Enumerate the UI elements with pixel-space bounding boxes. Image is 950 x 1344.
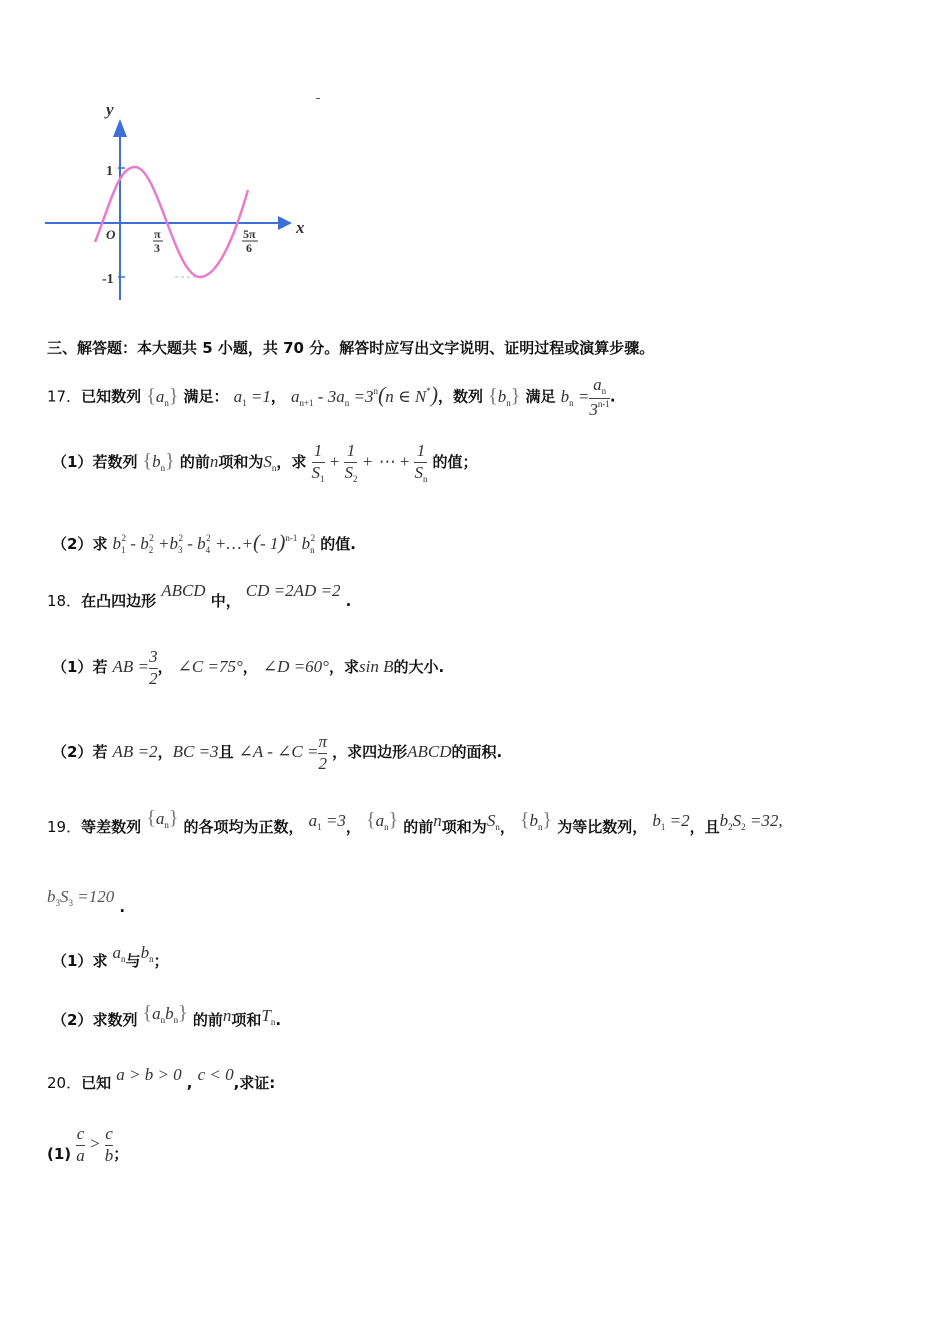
q17-part1: （1）若数列 $\{b_n\}$ 的前n项和为$S_n$，求 $\frac{1}{S_1}$ + $\frac{1}{S_2}$ + ⋯ + $\frac{1}{S_n}$ 的值；: [52, 441, 478, 484]
q19-number: 19．: [47, 818, 82, 836]
q19-stem-cont: $b_3S_3 =120$ .: [47, 887, 126, 916]
formula-recurrence: $a_{n+1} - 3a_n =3^n(n$ ∈ N*): [290, 381, 439, 408]
formula-alt-sum: $b_1^2 - b_2^2 +b_3^2 - b_4^2$ +…+(- 1)$^{n-1}$ $b_n^2$: [112, 530, 316, 555]
q20-part1: (1) $\frac{c}{a}$ > $\frac{c}{b}$ ；: [47, 1124, 129, 1165]
q20-number: 20．: [47, 1074, 82, 1092]
origin-label: O: [106, 227, 116, 242]
q18-part2: （2）若 AB =2，BC =3且 ∠A - ∠C = $\frac{\pi}{2}$ ，求四边形ABCD的面积.: [52, 732, 503, 773]
y-tick-1-label: 1: [106, 164, 113, 179]
y-axis-arrow: [113, 119, 127, 137]
y-tick-m1-label: -1: [102, 272, 114, 287]
x-tick-pi3-den: 3: [154, 241, 160, 255]
x-tick-5pi6-den: 6: [246, 241, 252, 255]
q18-part1: （1）若 AB = $\frac{3}{2}$ ， ∠C =75°， ∠D =60°，求sin B的大小.: [52, 647, 445, 688]
formula-bn: $b_n$ = $\frac{a_n}{3^{n-1}}$: [560, 375, 610, 419]
q17-number: 17．: [47, 387, 82, 406]
formula-c-over-a: $\frac{c}{a}$ > $\frac{c}{b}$: [76, 1124, 114, 1165]
seq-b: $\{b_n\}$: [488, 384, 521, 408]
formula-cd-ad: CD =2AD =2: [245, 581, 341, 600]
x-axis-arrow: [278, 216, 292, 230]
q17-part2: （2）求 $b_1^2 - b_2^2 +b_3^2 - b_4^2$ +…+(- 1)$^{n-1}$ $b_n^2$ 的值.: [52, 530, 356, 555]
seq-a: $\{a_n\}$: [146, 384, 179, 408]
q19-stem: 19．等差数列 $\{a_n\}$ 的各项均为正数， $a_1 =3$， $\{a_n\}$ 的前n项和为$S_n$， $\{b_n\}$ 为等比数列， $b_1 =2$，且$b_2S_2 =32$,: [47, 807, 783, 836]
q20-stem: 20．已知 a > b > 0 , c < 0,求证:: [47, 1065, 276, 1092]
formula-sum-recip: $\frac{1}{S_1}$ + $\frac{1}{S_2}$ + ⋯ + $\frac{1}{S_n}$: [311, 441, 428, 484]
q18-stem: 18．在凸四边形 ABCD 中， CD =2AD =2 .: [47, 581, 352, 610]
q19-part1: （1）求 $a_n$与$b_n$；: [52, 943, 169, 970]
q17-stem: 17．已知数列 $\{a_n\}$ 满足： $a_1 =1$， $a_{n+1} - 3a_n =3^n(n$ ∈ N*)，数列 $\{b_n\}$ 满足 $b_n$ = $\frac{a_n}{3^{n-1}}$ .: [47, 375, 616, 419]
q18-number: 18．: [47, 592, 82, 610]
formula-a1: $a_1 =1$: [233, 386, 271, 408]
y-label: y: [106, 100, 114, 119]
formula-angle-diff: ∠A - ∠C = $\frac{\pi}{2}$: [238, 732, 327, 773]
x-tick-5pi6-num: 5π: [243, 227, 256, 241]
section-heading: 三、解答题：本大题共 5 小题，共 70 分。解答时应写出文字说明、证明过程或演算步骤。: [47, 339, 655, 357]
sine-graph: [40, 95, 330, 310]
formula-ab: AB = $\frac{3}{2}$: [112, 647, 158, 688]
stray-mark: [316, 98, 320, 99]
x-tick-pi3-num: π: [154, 227, 161, 241]
x-label: x: [296, 218, 305, 237]
q19-part2: （2）求数列 $\{a_nb_n\}$ 的前n项和$T_n$.: [52, 1002, 282, 1029]
